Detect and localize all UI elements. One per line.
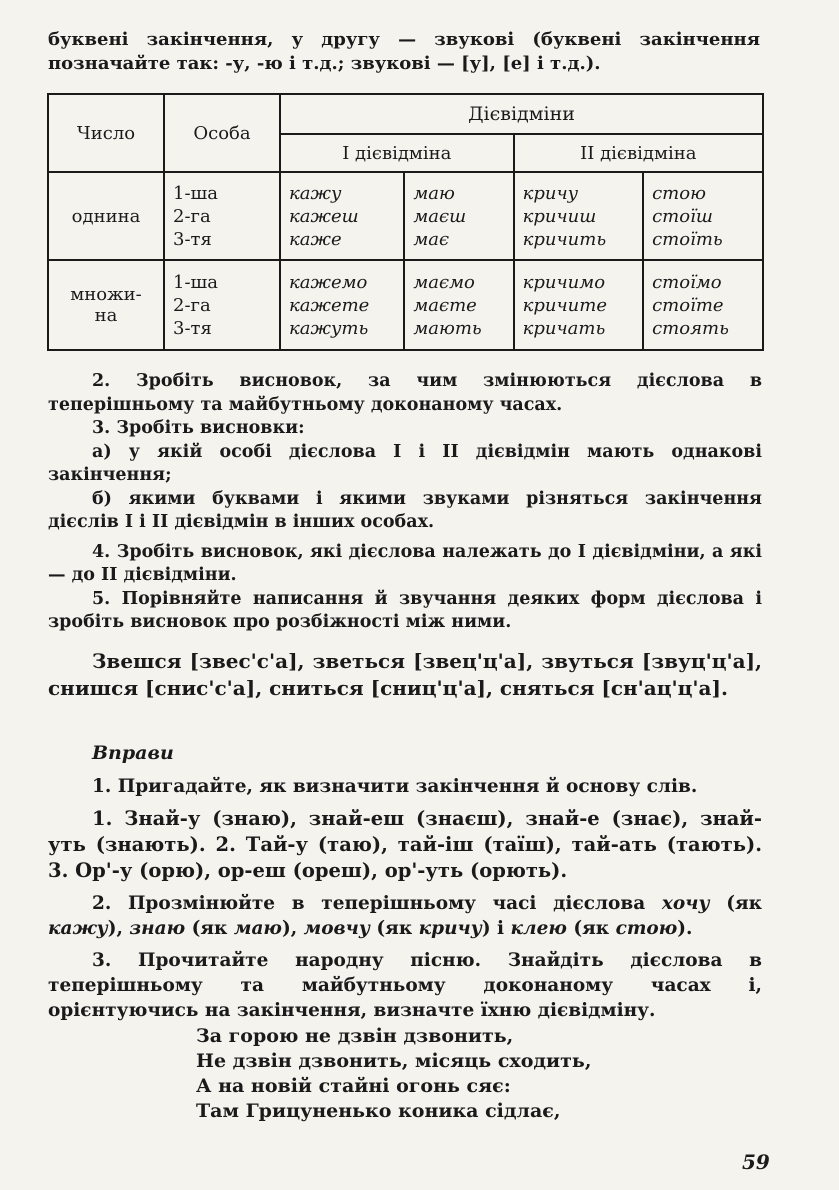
poem-line: Не дзвін дзвонить, місяць сходить, xyxy=(196,1050,592,1072)
exercise-1-body: 1. Знай-у (знаю), знай-еш (знаєш), знай-е (знає), знай-уть (знають). 2. Тай-у (таю), тай-іш (таїш), тай-ать (тають). 3. Ор'-у (орю), ор-еш (ореш), ор'-уть (орють). xyxy=(48,807,762,882)
exercise-1-intro: 1. Пригадайте, як визначити закінчення й основу слів. xyxy=(92,776,698,797)
verb-form: стоїш xyxy=(652,205,713,227)
verb-form: кажеш xyxy=(289,205,359,227)
text-run: (як xyxy=(709,893,762,914)
poem-line: За горою не дзвін дзвонить, xyxy=(196,1025,514,1047)
verb-form: каже xyxy=(289,228,342,250)
verb-italic: мовчу xyxy=(303,918,370,939)
verb-form: маю xyxy=(413,182,455,204)
forms-kazhemo xyxy=(280,260,404,350)
verb-italic: хочу xyxy=(661,893,710,914)
header-conjugations: Дієвідміни xyxy=(280,94,763,134)
verb-italic: кричу xyxy=(418,918,482,939)
header-number: Число xyxy=(48,94,164,172)
person: 1-ша xyxy=(173,182,218,204)
verb-form: стоїте xyxy=(652,294,724,316)
task-item: 5. Порівняйте написання й звучання деяких форм дієслова і зробіть висновок про розбіжності між ними. xyxy=(48,588,762,632)
person: 2-га xyxy=(173,294,211,316)
persons-plural xyxy=(164,260,280,350)
forms-stoyu xyxy=(643,172,763,260)
verb-form: стоять xyxy=(652,317,729,339)
verb-italic: кажу xyxy=(48,918,108,939)
label-plural xyxy=(48,260,164,350)
verb-form: маєш xyxy=(413,205,467,227)
label-plural-line: на xyxy=(94,305,118,326)
verb-form: мають xyxy=(413,317,482,339)
verb-italic: клею xyxy=(510,918,567,939)
label-singular: однина xyxy=(48,172,164,260)
verb-form: кажу xyxy=(289,182,342,204)
verb-form: маєте xyxy=(413,294,477,316)
tasks-block xyxy=(48,370,762,635)
task-item: 4. Зробіть висновок, які дієслова належать до I дієвідміни, а які — до II дієвідміни. xyxy=(48,541,762,585)
task-item: б) якими буквами і якими звуками різняться закінчення дієслів I і II дієвідмін в інших особах. xyxy=(48,488,762,532)
person: 2-га xyxy=(173,205,211,227)
text-run: (як xyxy=(566,918,616,939)
folk-song xyxy=(196,1024,591,1124)
text-run: (як xyxy=(369,918,419,939)
exercise-2 xyxy=(48,891,762,941)
text-run: 2. Прозмінюйте в теперішньому часі дієслова xyxy=(92,893,662,914)
verb-form: маємо xyxy=(413,271,475,293)
persons-singular xyxy=(164,172,280,260)
forms-kazhu xyxy=(280,172,404,260)
text-run: ) і xyxy=(481,918,511,939)
verb-form: кажуть xyxy=(289,317,369,339)
text-run: (як xyxy=(185,918,234,939)
poem-line: А на новій стайні огонь сяє: xyxy=(196,1075,511,1097)
person: 3-тя xyxy=(173,317,212,339)
task-item: 2. Зробіть висновок, за чим змінюються дієслова в теперішньому та майбутньому доконаному часах. xyxy=(48,371,762,415)
verb-form: кричать xyxy=(522,317,606,339)
person: 3-тя xyxy=(173,228,212,250)
table-row-plural xyxy=(48,260,763,350)
verb-form: кричите xyxy=(522,294,607,316)
task-item: а) у якій особі дієслова I і II дієвідмін мають однакові закінчення; xyxy=(48,441,762,485)
header-person: Особа xyxy=(164,94,280,172)
poem-line: Там Грицуненько коника сідлає, xyxy=(196,1100,561,1122)
text-run: ). xyxy=(677,918,693,939)
task-item: 3. Зробіть висновки: xyxy=(92,418,305,438)
intro-paragraph: буквені закінчення, у другу — звукові (буквені закінчення позначайте так: -у, -ю і т.д.; звукові — [у], [е] і т.д.). xyxy=(48,29,760,74)
verb-form: кричиш xyxy=(522,205,597,227)
exercises-block xyxy=(48,774,762,1030)
header-conj-2: II дієвідміна xyxy=(514,134,763,172)
forms-krychymo xyxy=(514,260,643,350)
verb-form: стою xyxy=(652,182,706,204)
verb-form: кажемо xyxy=(289,271,368,293)
verb-italic: знаю xyxy=(129,918,186,939)
forms-mayu xyxy=(404,172,513,260)
verb-form: кричимо xyxy=(522,271,606,293)
person: 1-ша xyxy=(173,271,218,293)
transcription-examples: Звешся [звес'с'а], зветься [звец'ц'а], звуться [звуц'ц'а], снишся [снис'с'а], сниться [сниц'ц'а], сняться [сн'ац'ц'а]. xyxy=(48,649,762,700)
verb-form: кажете xyxy=(289,294,370,316)
page-number: 59 xyxy=(742,1150,770,1174)
forms-stoyimo xyxy=(643,260,763,350)
verb-form: стоїть xyxy=(652,228,723,250)
text-run: ), xyxy=(281,918,304,939)
verb-form: кричу xyxy=(522,182,579,204)
exercise-3: 3. Прочитайте народну пісню. Знайдіть дієслова в теперішньому та майбутньому доконаному часах і, орієнтуючись на закінчення, визначте їхню дієвідміну. xyxy=(48,950,762,1021)
verb-form: стоїмо xyxy=(652,271,722,293)
header-conj-1: I дієвідміна xyxy=(280,134,514,172)
verb-italic: маю xyxy=(233,918,282,939)
label-plural-line: множи- xyxy=(70,284,142,305)
verb-italic: стою xyxy=(615,918,678,939)
forms-krychu xyxy=(514,172,643,260)
exercises-heading: Вправи xyxy=(92,742,174,764)
forms-mayemo xyxy=(404,260,513,350)
conjugation-table xyxy=(47,93,764,351)
verb-form: кричить xyxy=(522,228,607,250)
table-row-singular xyxy=(48,172,763,260)
text-run: ), xyxy=(107,918,130,939)
verb-form: має xyxy=(413,228,450,250)
